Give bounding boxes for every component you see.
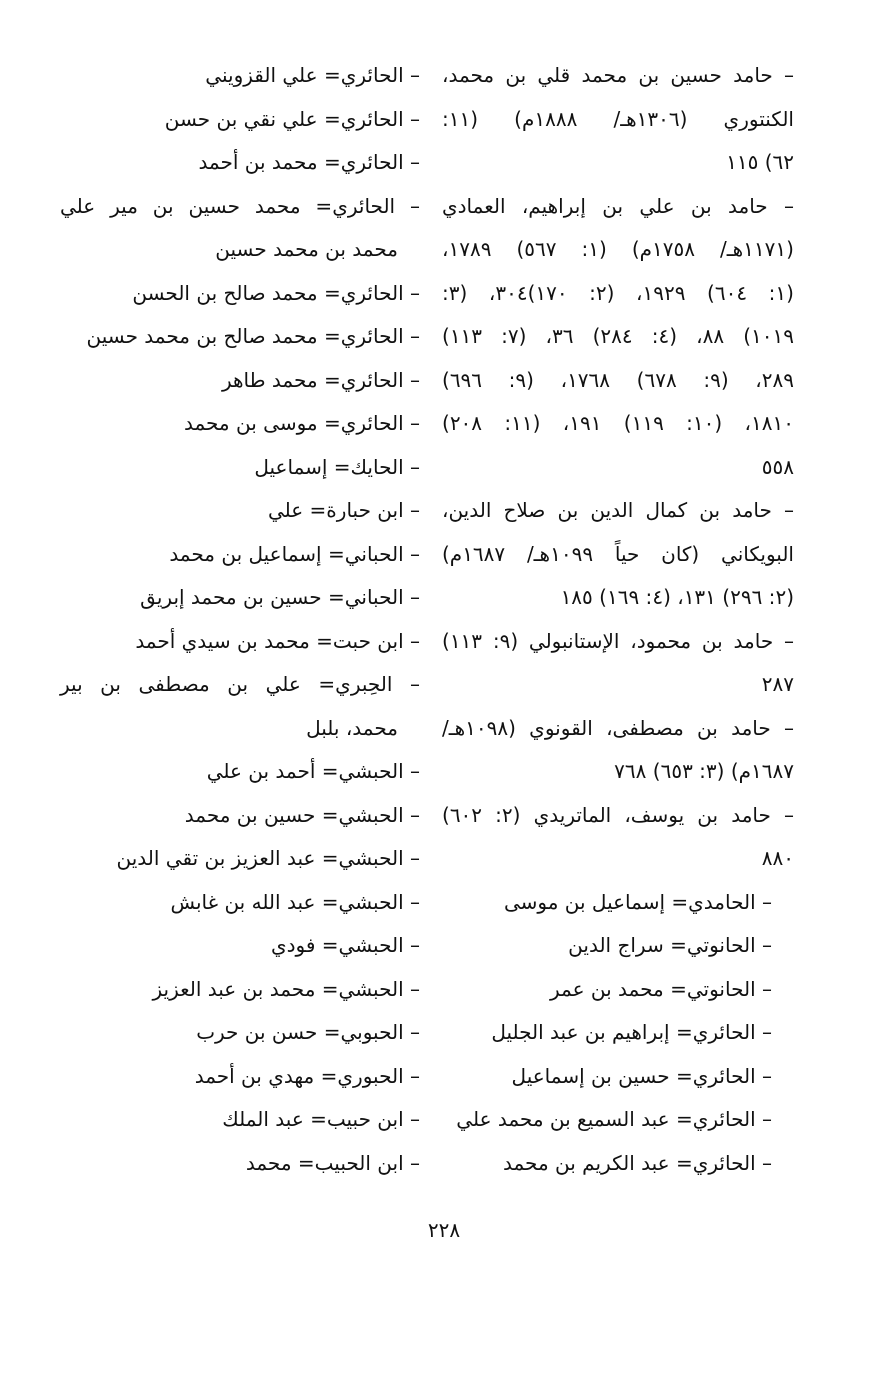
index-entry-line: – الحائري= حسين بن إسماعيل [511, 1063, 772, 1088]
index-entry-line: – الحائري= عبد الكريم بن محمد [502, 1150, 772, 1175]
left-column [60, 54, 420, 1185]
index-entry-line: – حامد بن علي بن إبراهيم، العمادي [442, 193, 794, 218]
index-entry-line: – حامد بن يوسف، الماتريدي (٢: ٦٠٢) [442, 802, 794, 827]
index-entry-line: – ابن حبارة= علي [267, 498, 420, 522]
index-entry-line: – الحامدي= إسماعيل بن موسى [503, 889, 772, 914]
index-entry-line: – الحبشي= فودي [270, 933, 420, 957]
index-entry-line: – الحائري= محمد صالح بن الحسن [132, 280, 420, 305]
index-entry-line: (٢: ٢٩٦) ١٣١، (٤: ١٦٩) ١٨٥ [560, 585, 794, 609]
index-entry-line: – ابن حبت= محمد بن سيدي أحمد [135, 628, 420, 653]
index-entry-line: – الحِبري= علي بن مصطفى بن بير [60, 672, 420, 696]
index-entry-line: – الحبشي= حسين بن محمد [184, 802, 420, 827]
index-entry-line: – ابن الحبيب= محمد [245, 1150, 420, 1175]
index-entry-line: – الحبشي= عبد الله بن غابش [170, 889, 420, 914]
index-entry-line: – حامد بن مصطفى، القونوي (١٠٩٨هـ/ [442, 715, 794, 740]
index-entry-line: – الحبشي= محمد بن عبد العزيز [152, 976, 420, 1001]
index-entry-line: – الحائري= محمد طاهر [221, 367, 420, 392]
index-entry-line: – الحائري= إبراهيم بن عبد الجليل [491, 1020, 772, 1044]
index-entry-line: – حامد بن كمال الدين بن صلاح الدين، [442, 498, 794, 522]
index-entry-line: – الحباني= حسين بن محمد إبريق [140, 585, 420, 609]
right-column [442, 54, 794, 1185]
index-entry-line: (١١٧١هـ/ ١٧٥٨م) (١: ٥٦٧) ١٧٨٩، [442, 237, 794, 261]
index-entry-line: – الحائري= محمد حسين بن مير علي [60, 193, 420, 218]
index-entry-line: – الحبوبي= حسن بن حرب [196, 1020, 420, 1044]
index-entry-line: ٦٢) ١١٥ [726, 150, 794, 174]
index-entry-line: ١٦٨٧م) (٣: ٦٥٣) ٧٦٨ [614, 759, 794, 783]
index-entry-line: – ابن حبيب= عبد الملك [222, 1107, 420, 1131]
index-entry-line: ٨٨٠ [761, 846, 794, 870]
index-entry-line: – الحائري= محمد بن أحمد [198, 150, 420, 174]
index-entry-line: – الحبوري= مهدي بن أحمد [194, 1063, 420, 1088]
index-entry-line: ٢٨٩، (٩: ٦٧٨) ١٧٦٨، (٩: ٦٩٦) [442, 367, 794, 392]
index-entry-line: – الحائري= عبد السميع بن محمد علي [456, 1107, 772, 1131]
index-entry-line: ٢٨٧ [761, 672, 794, 696]
index-entry-line: – الحانوتي= سراج الدين [568, 933, 772, 957]
page-number: ٢٢٨ [427, 1218, 461, 1242]
index-entry-line: – حامد بن محمود، الإستانبولي (٩: ١١٣) [442, 628, 794, 653]
index-entry-line: (١: ٦٠٤) ١٩٢٩، (٢: ١٧٠)٣٠٤، (٣: [442, 280, 794, 305]
index-entry-line: الكنتوري (١٣٠٦هـ/ ١٨٨٨م) (١١: [442, 106, 794, 131]
index-entry-line: محمد، بلبل [306, 715, 398, 740]
index-entry-line: – الحباني= إسماعيل بن محمد [169, 541, 420, 566]
index-entry-line: – الحائري= موسى بن محمد [183, 411, 420, 435]
index-entry-line: البويكاني (كان حياً ١٠٩٩هـ/ ١٦٨٧م) [442, 541, 794, 566]
index-entry-line: – الحائري= محمد صالح بن محمد حسين [86, 324, 420, 348]
index-entry-line: – الحبشي= أحمد بن علي [206, 759, 420, 783]
index-entry-line: ١٨١٠، (١٠: ١١٩) ١٩١، (١١: ٢٠٨) [442, 411, 794, 435]
index-entry-line: – الحبشي= عبد العزيز بن تقي الدين [116, 846, 420, 870]
index-entry-line: – الحائري= علي القزويني [205, 63, 420, 87]
index-entry-line: – حامد حسين بن محمد قلي بن محمد، [442, 63, 794, 87]
index-entry-line: – الحانوتي= محمد بن عمر [550, 976, 772, 1001]
index-entry-line: ١٠١٩) ٨٨، (٤: ٢٨٤) ٣٦، (٧: ١١٣) [442, 324, 794, 348]
index-entry-line: ٥٥٨ [761, 454, 794, 479]
index-entry-line: – الحائري= علي نقي بن حسن [164, 106, 420, 131]
index-entry-line: – الحايك= إسماعيل [254, 454, 420, 479]
index-entry-line: محمد بن محمد حسين [215, 237, 398, 261]
